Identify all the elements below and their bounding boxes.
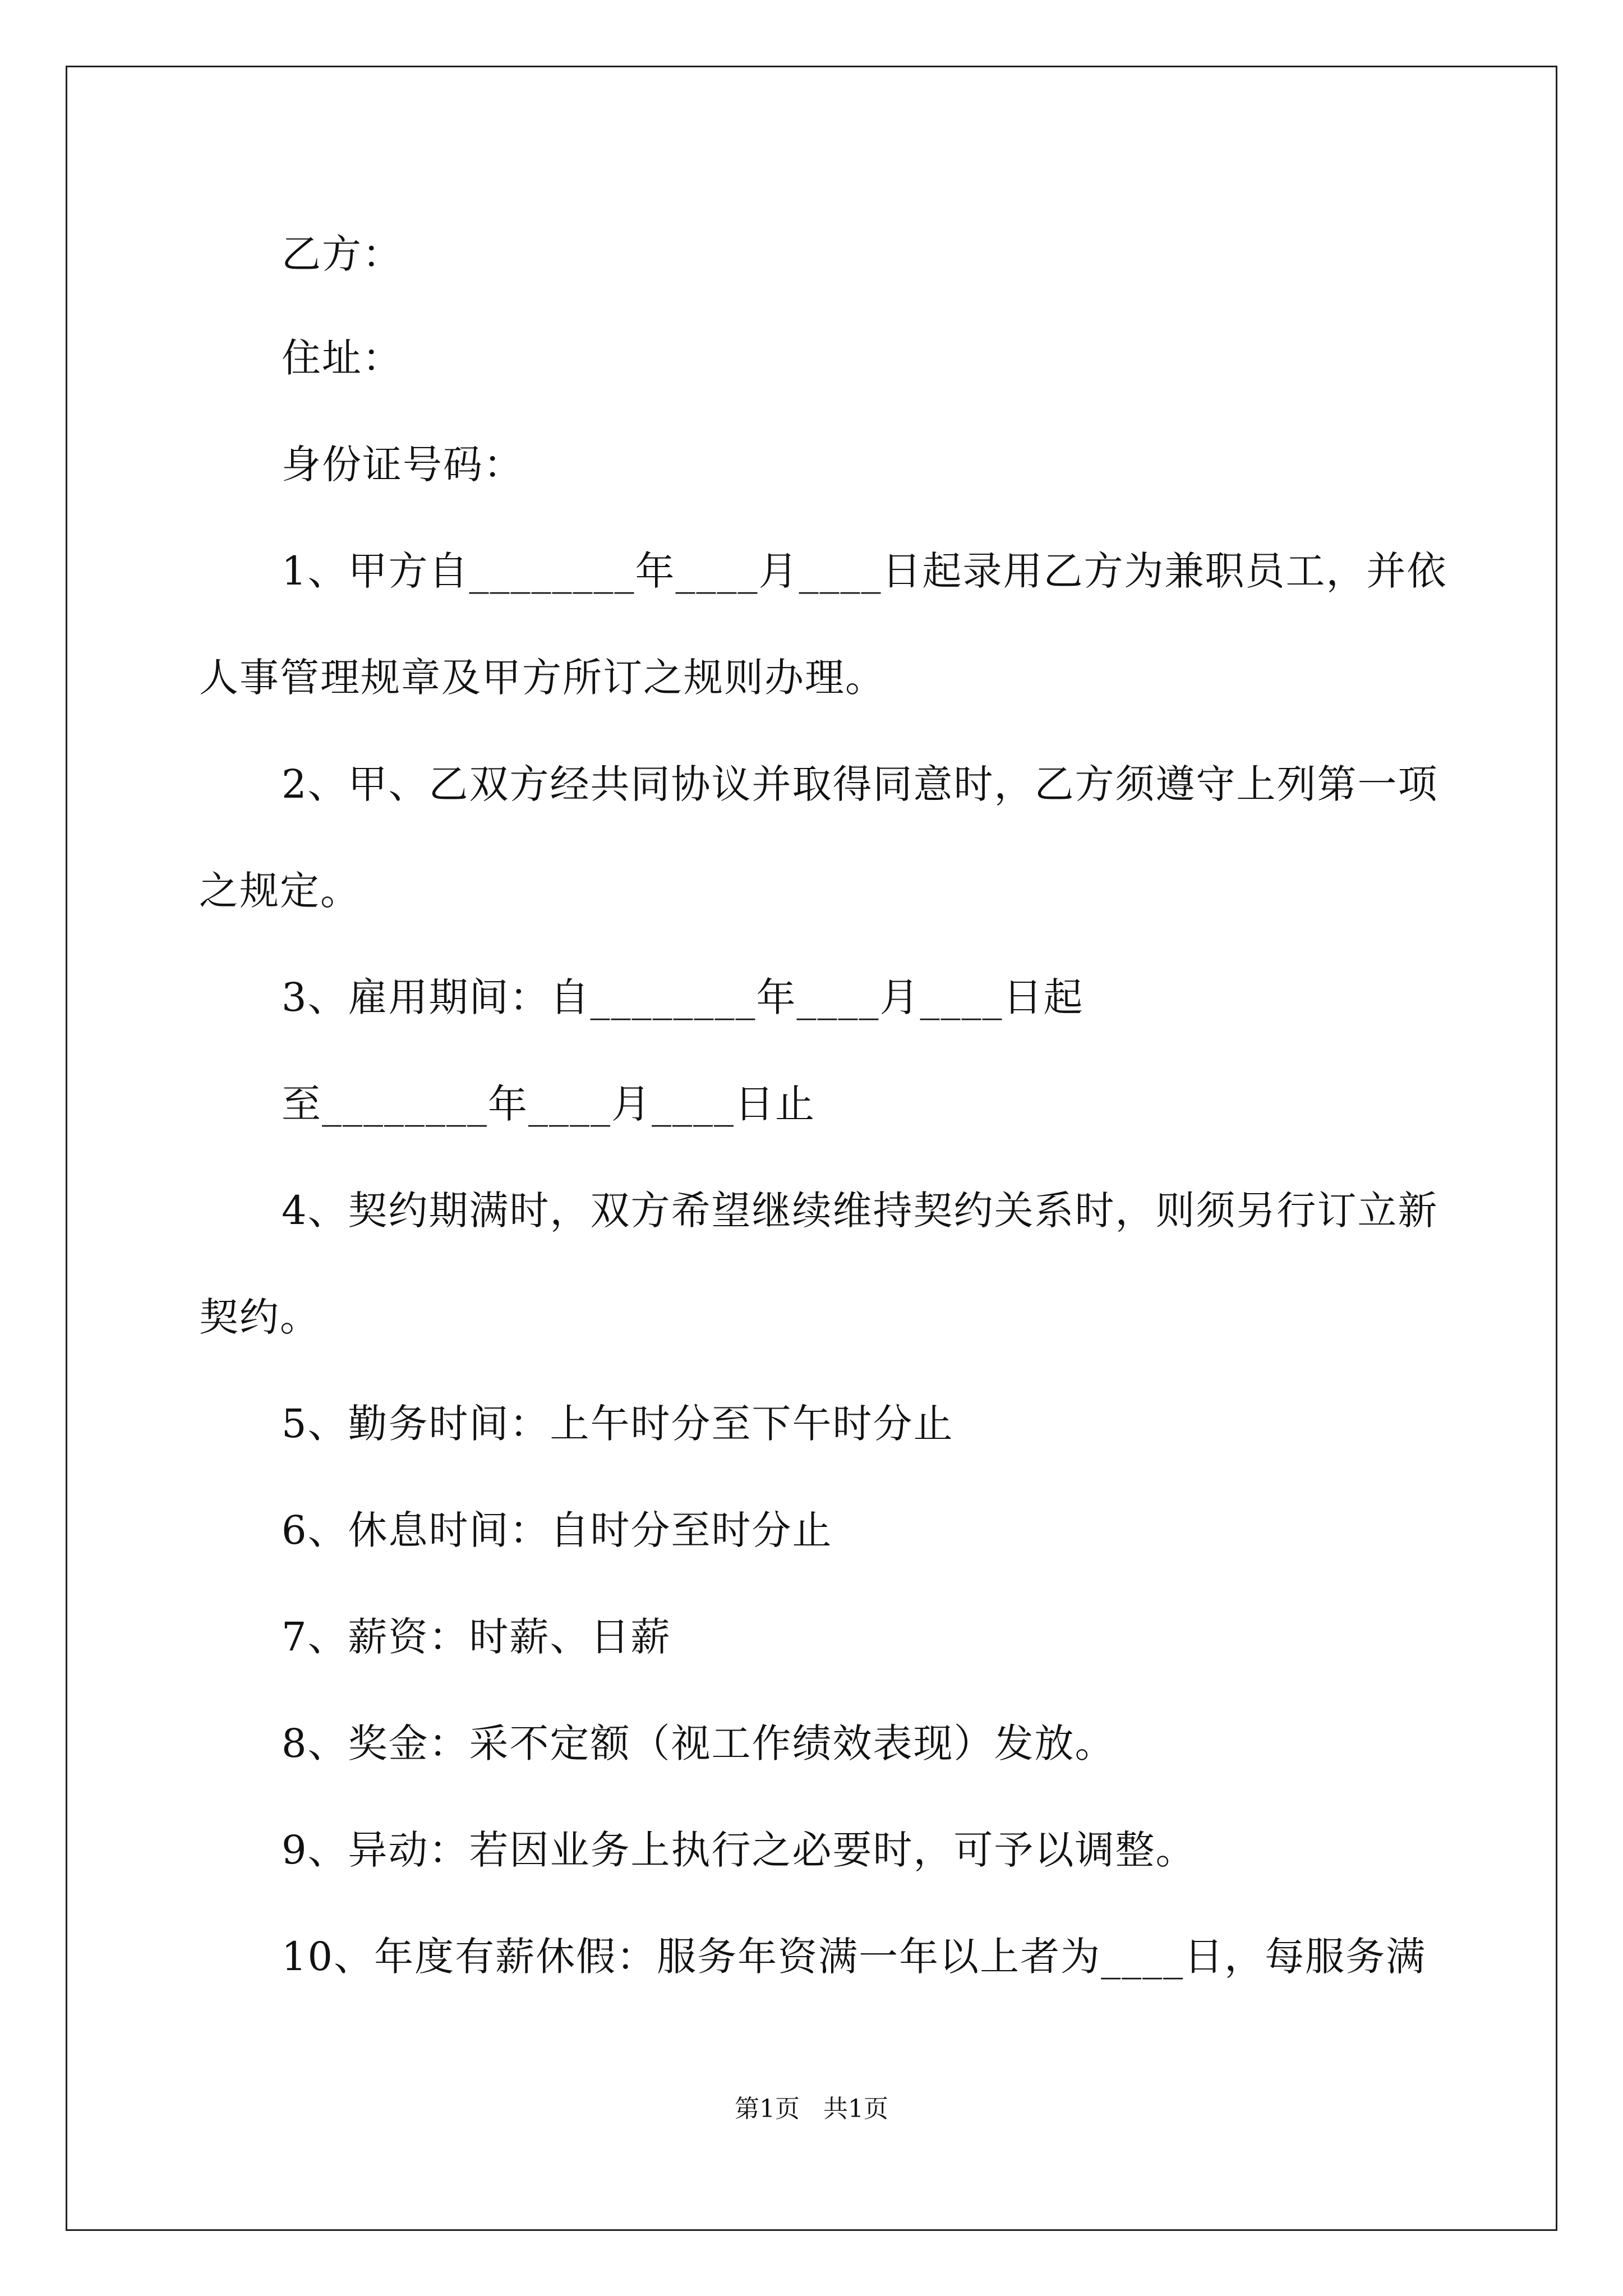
- clause-5-line: 5、勤务时间：上午时分至下午时分止: [282, 1401, 954, 1447]
- clause-7-line: 7、薪资：时薪、日薪: [282, 1614, 671, 1660]
- clause-2-line-2: 之规定。: [199, 868, 361, 914]
- page-number-footer: 第1页 共1页: [735, 2095, 888, 2123]
- clause-8-line: 8、奖金：采不定额（视工作绩效表现）发放。: [282, 1720, 1115, 1766]
- clause-1-line-1: 1、甲方自________年____月____日起录用乙方为兼职员工，并依: [282, 548, 1447, 594]
- party-b-line: 乙方：: [282, 231, 403, 277]
- clause-3-line-2: 至________年____月____日止: [282, 1081, 815, 1127]
- clause-9-line: 9、异动：若因业务上执行之必要时，可予以调整。: [282, 1827, 1196, 1873]
- clause-4-line-1: 4、契约期满时，双方希望继续维持契约关系时，则须另行订立新: [282, 1188, 1438, 1234]
- clause-6-line: 6、休息时间：自时分至时分止: [282, 1507, 833, 1553]
- clause-1-line-2: 人事管理规章及甲方所订之规则办理。: [199, 655, 886, 701]
- id-number-line: 身份证号码：: [282, 441, 524, 487]
- clause-3-line-1: 3、雇用期间：自________年____月____日起: [282, 974, 1084, 1020]
- clause-10-line-1: 10、年度有薪休假：服务年资满一年以上者为____日，每服务满: [282, 1934, 1427, 1980]
- clause-4-line-2: 契约。: [199, 1294, 320, 1340]
- address-line: 住址：: [282, 335, 403, 381]
- clause-2-line-1: 2、甲、乙双方经共同协议并取得同意时，乙方须遵守上列第一项: [282, 761, 1438, 807]
- page-border: [66, 66, 1557, 2231]
